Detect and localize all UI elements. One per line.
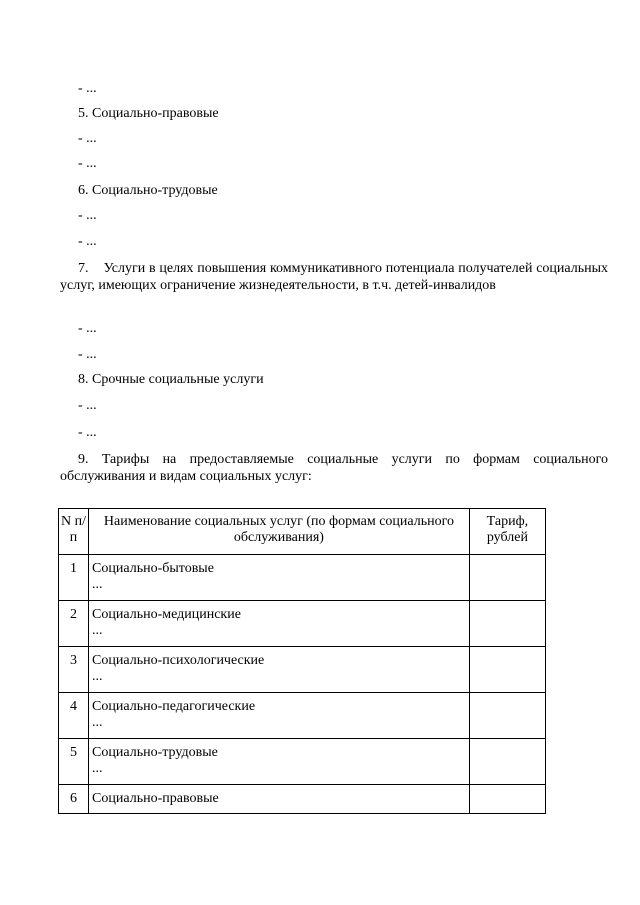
row-name: Социально-педагогические bbox=[92, 699, 256, 714]
list-line: - ... bbox=[78, 234, 97, 249]
table-row bbox=[59, 647, 546, 693]
section-heading-urgent: 8. Срочные социальные услуги bbox=[78, 372, 264, 387]
row-sub: ... bbox=[92, 669, 103, 684]
row-name: Социально-правовые bbox=[92, 791, 219, 806]
row-name-cell bbox=[89, 785, 470, 814]
header-name: Наименование социальных услуг (по формам социального обслуживания) bbox=[89, 509, 470, 555]
section-heading-communication bbox=[60, 260, 608, 294]
row-number: 4 bbox=[59, 693, 89, 739]
row-number: 5 bbox=[59, 739, 89, 785]
row-name: Социально-бытовые bbox=[92, 561, 214, 576]
row-tariff bbox=[469, 647, 545, 693]
row-number: 3 bbox=[59, 647, 89, 693]
row-tariff bbox=[469, 785, 545, 814]
section-heading-labor: 6. Социально-трудовые bbox=[78, 183, 218, 198]
row-tariff bbox=[469, 739, 545, 785]
row-name: Социально-трудовые bbox=[92, 745, 218, 760]
list-line: - ... bbox=[78, 425, 97, 440]
table-row bbox=[59, 693, 546, 739]
row-number: 2 bbox=[59, 601, 89, 647]
row-number: 1 bbox=[59, 555, 89, 601]
row-name-cell bbox=[89, 647, 470, 693]
table-row bbox=[59, 555, 546, 601]
item-number: 7. bbox=[78, 261, 89, 276]
row-name: Социально-психологические bbox=[92, 653, 265, 668]
section-heading-legal: 5. Социально-правовые bbox=[78, 106, 219, 121]
section-heading-tariffs bbox=[60, 451, 608, 485]
tariffs-table bbox=[58, 508, 546, 814]
table-row bbox=[59, 601, 546, 647]
table-row bbox=[59, 739, 546, 785]
row-sub: ... bbox=[92, 715, 103, 730]
header-number: N п/п bbox=[59, 509, 89, 555]
row-name: Социально-медицинские bbox=[92, 607, 241, 622]
row-sub: ... bbox=[92, 577, 103, 592]
header-tariff: Тариф, рублей bbox=[469, 509, 545, 555]
table-header-row bbox=[59, 509, 546, 555]
row-name-cell bbox=[89, 601, 470, 647]
row-sub: ... bbox=[92, 761, 103, 776]
list-line: - ... bbox=[78, 347, 97, 362]
item-text: 9. Тарифы на предоставляемые социальные услуги по формам социального обслуживания и видам социальных услуг: bbox=[60, 452, 608, 484]
row-name-cell bbox=[89, 693, 470, 739]
list-line: - ... bbox=[78, 81, 97, 96]
row-tariff bbox=[469, 601, 545, 647]
list-line: - ... bbox=[78, 398, 97, 413]
row-tariff bbox=[469, 555, 545, 601]
list-line: - ... bbox=[78, 131, 97, 146]
row-name-cell bbox=[89, 739, 470, 785]
row-name-cell bbox=[89, 555, 470, 601]
row-tariff bbox=[469, 693, 545, 739]
row-sub: ... bbox=[92, 623, 103, 638]
list-line: - ... bbox=[78, 156, 97, 171]
table-row bbox=[59, 785, 546, 814]
list-line: - ... bbox=[78, 208, 97, 223]
row-number: 6 bbox=[59, 785, 89, 814]
item-text: Услуги в целях повышения коммуникативного потенциала получателей социальных услуг, имеющих ограничение жизнедеятельности, в т.ч. детей-инвалидов bbox=[60, 261, 608, 293]
list-line: - ... bbox=[78, 321, 97, 336]
